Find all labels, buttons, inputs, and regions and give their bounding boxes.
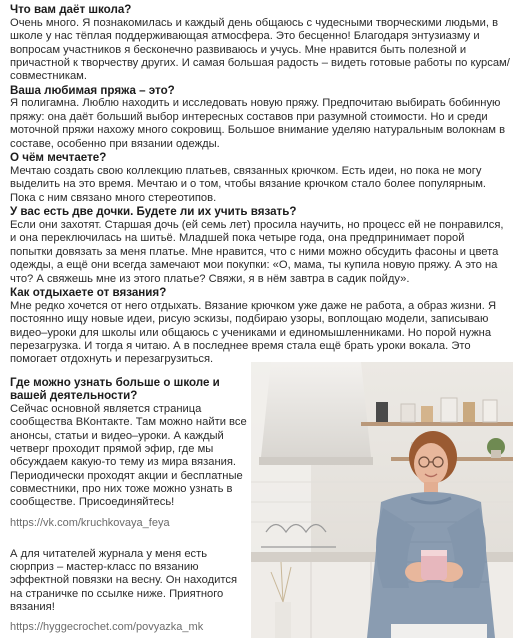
article-body [10,3,510,367]
vk-link[interactable]: https://vk.com/kruchkovaya_feya [10,516,170,529]
answer-text: Очень много. Я познакомилась и каждый день общаюсь с чудесными творческими людьми, в школе у нас тёплая поддерживающая атмосфера. Это бесценно! Благодаря энтузиазму и вопросам участников я бесконечно развиваюсь и учусь. Мне нравится быть полезной и причастной к творчеству других. И самая большая радость – видеть готовые работы по курсам/совместникам. [10,16,510,83]
question-heading: У вас есть две дочки. Будете ли их учить вязать? [10,205,297,219]
answer-text: Сейчас основной является страница сообщества ВКонтакте. Там можно найти все анонсы, статьи и видео–уроки. А каждый четверг проходит прямой эфир, где мы обсуждаем какую-то тему из мира вязания. Периодически проходят акции и бесплатные совместники, про них тоже можно узнать в сообществе. Присоединяйтесь! [10,402,247,509]
question-heading: О чём мечтаете? [10,151,107,165]
answer-text: Мечтаю создать свою коллекцию платьев, связанных крючком. Есть идеи, но пока не могу выделить на это время. Мечтаю и о том, чтобы вязание крючком стало более популярным. Пока с ним связано много стереотипов. [10,164,487,204]
answer-text: Мне редко хочется от него отдыхать. Вязание крючком уже даже не работа, а образ жизни. Я постоянно ищу новые идеи, рисую эскизы, подбираю узоры, воплощаю модели, записываю видео–уроки для школы или общаюсь с учениками и единомышленниками. Но порой нужна перезагрузка. И тогда я читаю. А в последнее время стала ещё брать уроки вокала. Это помогает отдохнуть и перезагрузиться. [10,299,497,366]
question-heading: Что вам даёт школа? [10,3,132,16]
masterclass-link[interactable]: https://hyggecrochet.com/povyazka_mk [10,621,204,634]
reader-note: А для читателей журнала у меня есть сюрприз – мастер-класс по вязанию эффектной повязки на весну. Он находится на страничке по ссылке ниже. Приятного вязания! [10,547,238,613]
question-heading: Где можно узнать больше о школе и вашей деятельности? [10,376,220,403]
author-photo [251,362,513,638]
answer-text: Если они захотят. Старшая дочь (ей семь лет) просила научить, но процесс ей не понравился, и она переключилась на шитьё. Младшей пока четыре года, она предпринимает порой попытки довязать за меня платье. Мне нравится, что с ними можно обсудить фасоны и цвета одежды, а ещё они всегда замечают мои покупки: «О, мама, ты купила новую пряжу. А это на что? А свяжешь мне из этого платье? Свяжи, я в нём завтра в садик пойду». [10,218,504,285]
final-section [10,376,248,634]
answer-text: Я полигамна. Люблю находить и исследовать новую пряжу. Предпочитаю выбирать бобинную пряжу: она даёт больший выбор интересных составов при разумной стоимости. Но и среди моточной пряжи нахожу много сокровищ. Большое внимание уделяю натуральным волокнам в составе, особенно при вязании одежды. [10,97,506,150]
question-heading: Ваша любимая пряжа – это? [10,83,175,97]
question-heading: Как отдыхаете от вязания? [10,286,167,300]
